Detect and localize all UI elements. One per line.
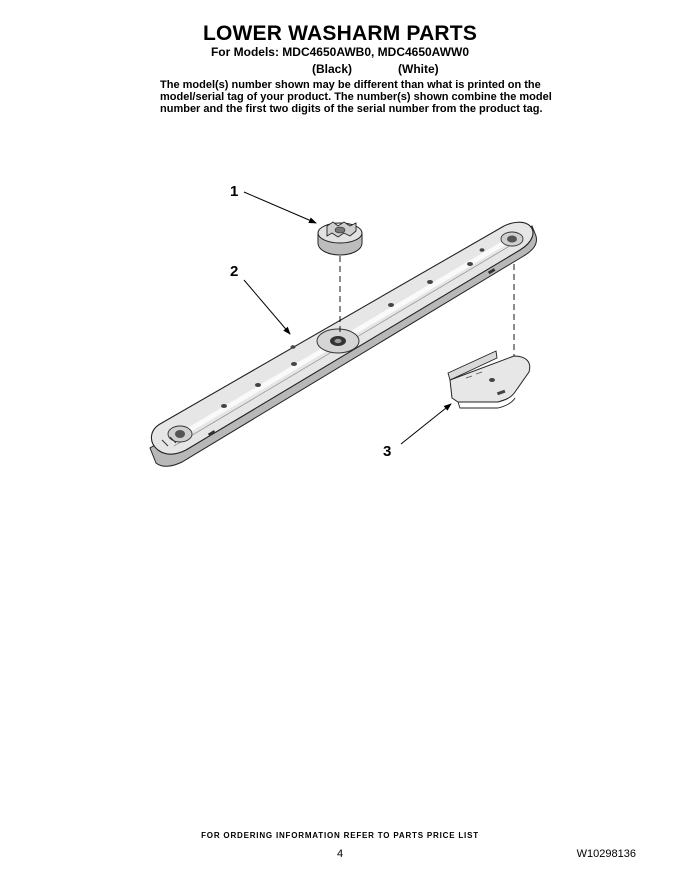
variant-white-label: (White)	[398, 62, 439, 76]
notice-line: The model(s) number shown may be different than what is printed on the	[160, 79, 541, 91]
lower-washarm-part	[150, 222, 536, 466]
washarm-clip-part	[448, 351, 530, 408]
callout-1: 1	[230, 183, 239, 200]
notice-line: model/serial tag of your product. The number(s) shown combine the model	[160, 91, 552, 103]
callout-3: 3	[383, 443, 392, 460]
ordering-info-note: FOR ORDERING INFORMATION REFER TO PARTS PRICE LIST	[201, 831, 479, 840]
page-title: LOWER WASHARM PARTS	[202, 22, 478, 45]
variant-black-label: (Black)	[312, 62, 353, 76]
document-number: W10298136	[576, 848, 636, 860]
notice-line: number and the first two digits of the serial number from the product tag.	[160, 103, 543, 115]
callout-2: 2	[230, 263, 239, 280]
washarm-hub-nut-part	[318, 222, 362, 255]
models-line: For Models: MDC4650AWB0, MDC4650AWW0	[210, 45, 470, 59]
page-number: 4	[336, 848, 344, 860]
